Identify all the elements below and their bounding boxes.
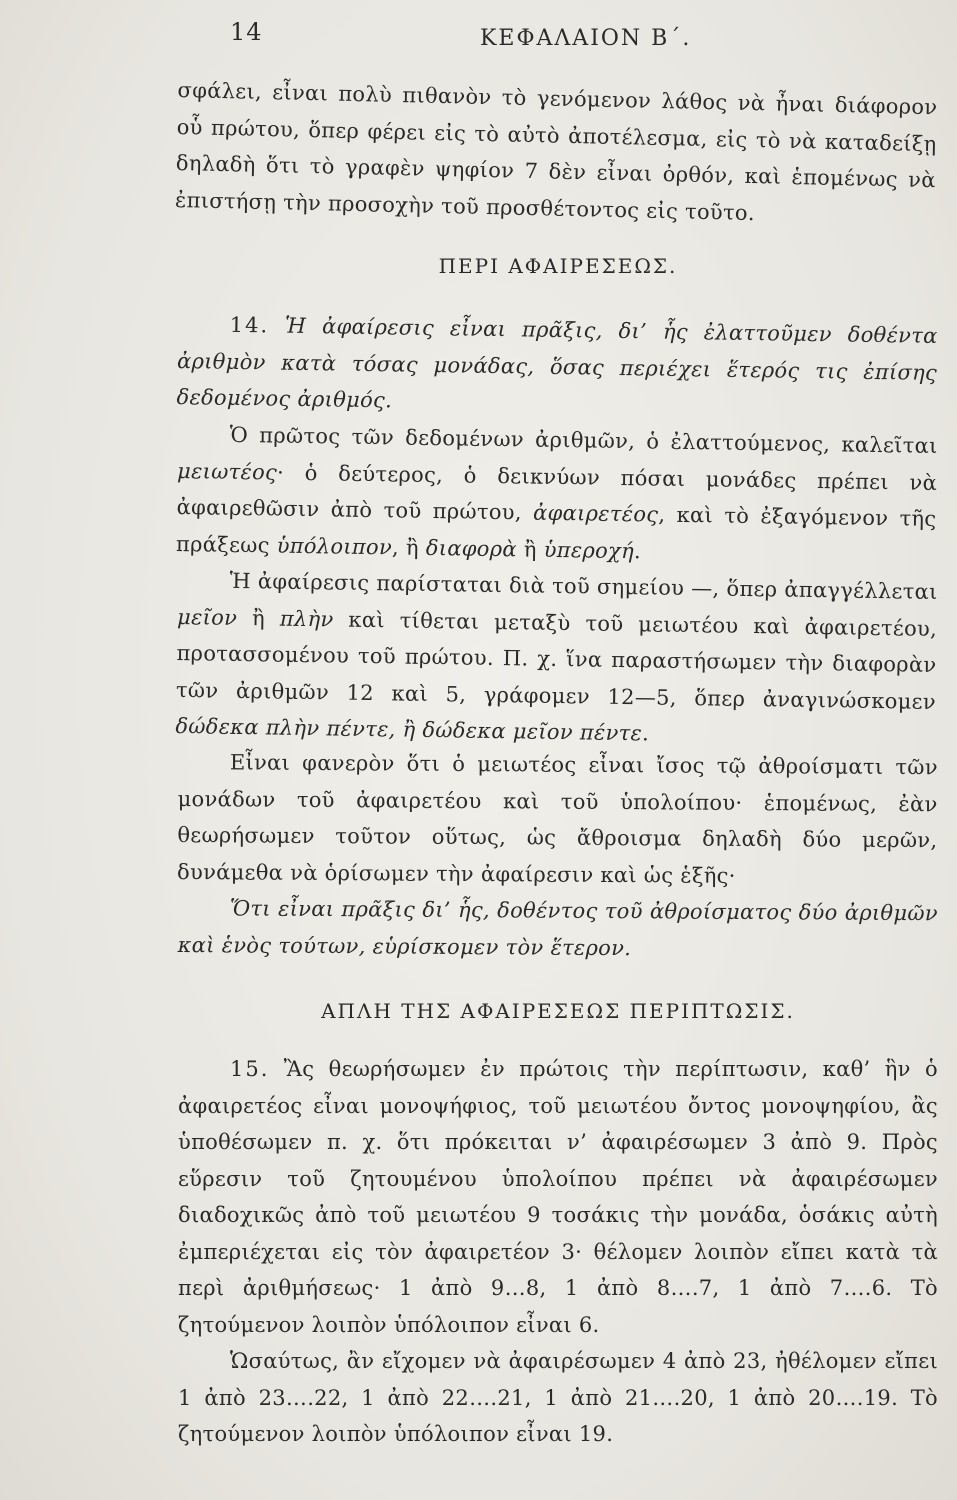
section-heading-subtraction: ΠΕΡΙ ΑΦΑΙΡΕΣΕΩΣ. <box>438 254 678 278</box>
paragraph-15-second-example: Ὡσαύτως, ἂν εἴχομεν νὰ ἀφαιρέσωμεν 4 ἀπὸ 23, ἠθέλομεν εἴπει 1 ἀπὸ 23….22, 1 ἀπὸ 22….21, 1 ἀπὸ 21….20, 1 ἀπὸ 20….19. Τὸ ζητούμενον λοιπὸν ὑπόλοιπον εἶναι 19. <box>178 1349 938 1446</box>
paragraph-continued: σφάλει, εἶναι πολὺ πιθανὸν τὸ γενόμενον λάθος νὰ ἦναι διάφορον οὗ πρώτου, ὅπερ φέρει εἰς τὸ αὐτὸ ἀποτέλεσμα, εἰς τὸ νὰ καταδείξῃ δηλαδὴ ὅτι τὸ γραφὲν ψηφίον 7 δὲν εἶναι ὀρθόν, καὶ ἑπομένως νὰ ἐπιστήσῃ τὴν προσοχὴν τοῦ προσθέτοντος εἰς τοῦτο. <box>174 77 938 225</box>
paragraph-14-terms <box>176 416 938 574</box>
page-number: 14 <box>230 18 263 46</box>
paragraph-15-example <box>178 1051 938 1343</box>
paragraph-14-second-definition <box>177 890 937 968</box>
reading-example: δώδεκα πλὴν πέντε, ἢ δώδεκα μεῖον πέντε <box>175 713 643 745</box>
definition-text: Ἡ ἀφαίρεσις εἶναι πρᾶξις, δι’ ἧς ἐλαττοῦμεν δοθέντα ἀριθμὸν κατὰ τόσας μονάδας, ὅσας περιέχει ἕτερός τις ἐπίσης δεδομένος ἀριθμός. <box>176 313 938 413</box>
term-difference: διαφορὰ <box>425 534 518 561</box>
term-excess: ὑπεροχή <box>543 536 635 563</box>
paragraph-14-sum: Εἶναι φανερὸν ὅτι ὁ μειωτέος εἶναι ἴσος τῷ ἀθροίσματι τῶν μονάδων τοῦ ἀφαιρετέου καὶ τοῦ ὑπολοίπου· ἑπομένως, ἐὰν θεωρήσωμεν τοῦτον οὕτως, ὡς ἄθροισμα δηλαδὴ δύο μερῶν, δυνάμεθα νὰ ὁρίσωμεν τὴν ἀφαίρεσιν καὶ ὡς ἑξῆς· <box>177 750 938 888</box>
text-block <box>174 72 938 1453</box>
text-run: Ὁ πρῶτος τῶν δεδομένων ἀριθμῶν, ὁ ἐλαττούμενος, καλεῖται <box>229 422 938 458</box>
term-subtrahend: ἀφαιρετέος <box>532 500 659 527</box>
text-run: ἢ <box>516 536 544 561</box>
paragraph-14-sign <box>175 562 938 756</box>
second-definition-text: Ὅτι εἶναι πρᾶξις δι’ ἧς, δοθέντος τοῦ ἀθροίσματος δύο ἀριθμῶν καὶ ἑνὸς τούτων, εὑρίσκομεν τὸν ἕτερον. <box>177 896 938 960</box>
paragraph-15-text: Ἂς θεωρήσωμεν ἐν πρώτοις τὴν περίπτωσιν, καθ’ ἣν ὁ ἀφαιρετέος εἶναι μονοψήφιος, τοῦ μειωτέου ὄντος μονοψηφίου, ἂς ὑποθέσωμεν π. χ. ὅτι πρόκειται ν’ ἀφαιρέσωμεν 3 ἀπὸ 9. Πρὸς εὕρεσιν τοῦ ζητουμένου ὑπολοίπου πρέπει νὰ ἀφαιρέσωμεν διαδοχικῶς ἀπὸ τοῦ μειωτέου 9 τοσάκις τὴν μονάδα, ὁσάκις αὐτὴ ἐμπεριέχεται εἰς τὸν ἀφαιρετέον 3· θέλομεν λοιπὸν εἴπει κατὰ τὰ περὶ ἀριθμήσεως· 1 ἀπὸ 9…8, 1 ἀπὸ 8….7, 1 ἀπὸ 7….6. Τὸ ζητούμενον λοιπὸν ὑπόλοιπον εἶναι 6. <box>178 1057 938 1337</box>
text-run: . <box>633 538 642 563</box>
chapter-title: ΚΕΦΑΛΑΙΟΝ Β΄. <box>480 26 692 51</box>
text-run: , καὶ τὸ ἐξαγόμενον τῆς πράξεως <box>175 502 937 557</box>
paragraph-14-definition <box>176 306 938 427</box>
text-run: Ἡ ἀφαίρεσις παρίσταται διὰ τοῦ σημείου —, ὅπερ ἀπαγγέλλεται <box>229 568 938 604</box>
running-head <box>230 18 917 58</box>
text-run: · ὁ δεύτερος, ὁ δεικνύων πόσαι μονάδες πρέπει νὰ ἀφαιρεθῶσιν ἀπὸ τοῦ πρώτου, <box>176 459 938 525</box>
paragraph-number-15: 15. <box>230 1057 270 1081</box>
section-heading-simple-case: ΑΠΛΗ ΤΗΣ ΑΦΑΙΡΕΣΕΩΣ ΠΕΡΙΠΤΩΣΙΣ. <box>321 999 795 1023</box>
term-minuend: μειωτέος <box>176 457 278 484</box>
term-less: πλὴν <box>279 605 334 631</box>
text-run: , ἢ <box>391 534 427 559</box>
term-remainder: ὑπόλοιπον <box>276 532 393 559</box>
term-minus: μεῖον <box>176 603 238 629</box>
text-run: ἢ <box>237 604 281 630</box>
paragraph-number-14: 14. <box>229 312 270 338</box>
text-run: . <box>641 720 650 745</box>
text-run: καὶ τίθεται μεταξὺ τοῦ μειωτέου καὶ ἀφαιρετέου, προτασσομένου τοῦ πρώτου. Π. χ. ἵνα παραστήσωμεν τὴν διαφορὰν τῶν ἀριθμῶν 12 καὶ 5, γράφομεν 12—5, ὅπερ ἀναγινώσκομεν <box>175 606 938 713</box>
